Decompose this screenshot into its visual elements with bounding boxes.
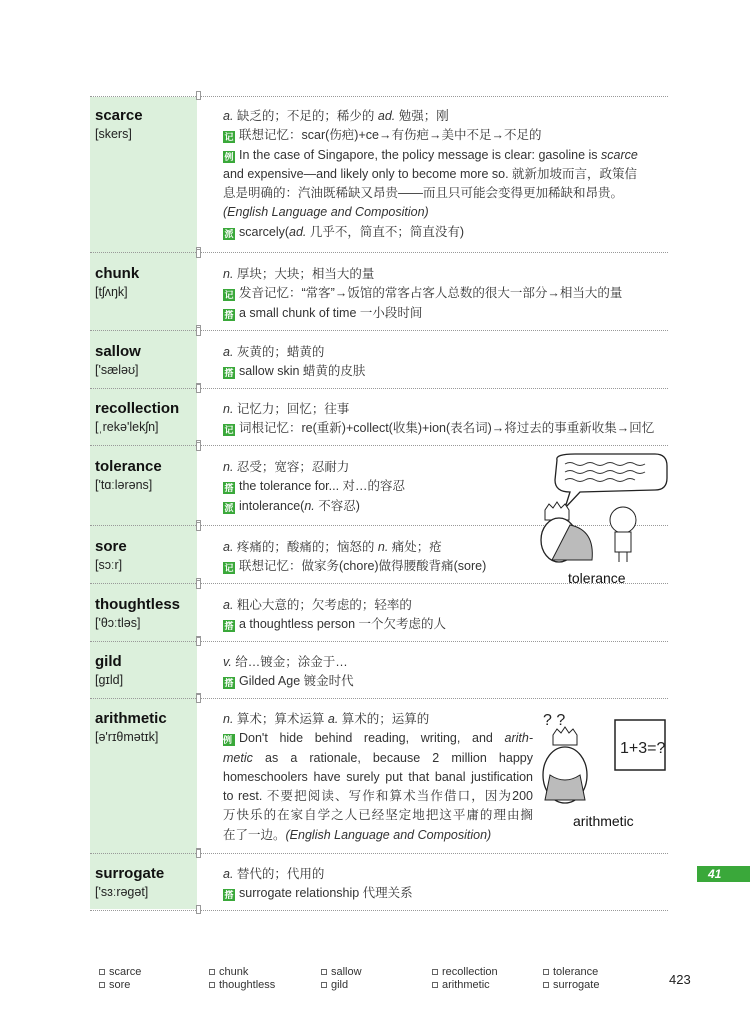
- text-segment: the tolerance for... 对…的容忍: [239, 479, 406, 494]
- tag-icon-记: 记: [224, 290, 234, 301]
- text-line: [223, 203, 668, 222]
- phonetic: ['sɜːrəgət]: [95, 885, 149, 899]
- divider: [90, 698, 668, 699]
- definition-body: [223, 865, 668, 904]
- text-segment: a small chunk of time 一小段时间: [239, 305, 423, 320]
- divider-marker: [196, 849, 201, 858]
- tag-icon-派: 派: [224, 228, 234, 239]
- text-segment: a.: [223, 598, 234, 612]
- text-segment: homeschoolers have surely put that banal justification: [223, 769, 533, 784]
- text-segment: 勉强；刚: [395, 109, 449, 123]
- entry-sallow: [90, 333, 668, 385]
- text-line: [223, 865, 668, 884]
- headword: sore: [95, 538, 127, 555]
- text-segment: metic: [223, 750, 253, 765]
- text-segment: 缺乏的；不足的；稀少的: [233, 109, 378, 123]
- text-segment: to rest. 不要把阅读、写作和算术当作借口，因为200: [223, 789, 533, 804]
- checklist-item[interactable]: [543, 979, 599, 992]
- checkbox[interactable]: [99, 982, 105, 988]
- definition-body: [223, 343, 668, 382]
- divider: [90, 445, 668, 446]
- checklist-label: tolerance: [553, 966, 599, 978]
- headword: recollection: [95, 400, 180, 417]
- text-line: [223, 826, 533, 845]
- text-segment: n.: [223, 460, 234, 474]
- text-segment: ad.: [289, 224, 307, 239]
- checkbox[interactable]: [432, 969, 438, 975]
- text-segment: n.: [377, 540, 389, 554]
- divider: [90, 252, 668, 253]
- entry-gild: [90, 643, 668, 695]
- text-line: [223, 787, 533, 806]
- text-line: [223, 806, 533, 825]
- divider-marker: [196, 580, 201, 589]
- headword: chunk: [95, 265, 140, 282]
- text-segment: 记忆力；回忆；往事: [233, 402, 350, 416]
- checklist-label: recollection: [442, 966, 498, 978]
- tag-icon-记: 记: [224, 563, 234, 574]
- text-line: [223, 362, 668, 381]
- text-line: [223, 615, 668, 634]
- divider-marker: [196, 905, 201, 914]
- text-line: [223, 400, 668, 419]
- headword: gild: [95, 653, 122, 670]
- text-segment: 痛处；疮: [388, 540, 442, 554]
- checklist-label: sore: [109, 979, 131, 991]
- text-segment: as a rationale, because 2 million happy: [252, 750, 533, 765]
- definition-body: [223, 596, 668, 635]
- phonetic: ['tɑːlərəns]: [95, 478, 153, 492]
- text-segment: ad.: [377, 109, 396, 123]
- definition-body: [223, 107, 668, 242]
- text-segment: a.: [223, 867, 234, 881]
- text-segment: 联想记忆：做家务(chore)做得腰酸背痛(sore): [239, 559, 487, 574]
- text-segment: scarcely(: [239, 224, 290, 239]
- tag-icon-搭: 搭: [224, 890, 234, 901]
- phonetic: [ə'rɪθmətɪk]: [95, 730, 159, 744]
- text-line: [223, 768, 533, 787]
- board-text: 1+3=?: [620, 740, 666, 757]
- definition-body: [223, 710, 533, 845]
- text-line: [223, 265, 668, 284]
- text-segment: arith-: [504, 731, 533, 746]
- tag-icon-记: 记: [224, 425, 234, 436]
- checklist-label: arithmetic: [442, 979, 490, 991]
- text-segment: 厚块；大块；相当大的量: [233, 267, 375, 281]
- text-segment: a.: [223, 540, 234, 554]
- text-segment: 粗心大意的；欠考虑的；轻率的: [233, 598, 412, 612]
- headword: scarce: [95, 107, 143, 124]
- tolerance-caption: tolerance: [568, 570, 626, 586]
- divider-marker: [196, 249, 201, 258]
- text-segment: 算术；算术运算: [233, 712, 328, 726]
- arithmetic-caption: arithmetic: [573, 813, 634, 829]
- checklist-label: sallow: [331, 966, 362, 978]
- text-segment: 发音记忆：“常客”→饭馆的常客占客人总数的很大一部分→相当大的量: [239, 286, 623, 301]
- text-segment: 词根记忆：re(重新)+collect(收集)+ion(表名词)→将过去的事重新收集→回忆: [239, 421, 655, 436]
- divider-marker: [196, 694, 201, 703]
- checkbox[interactable]: [543, 969, 549, 975]
- text-segment: sallow skin 蜡黄的皮肤: [239, 364, 366, 379]
- text-segment: (English Language and Composition): [223, 205, 429, 220]
- entry-chunk: [90, 255, 668, 327]
- definition-body: [223, 265, 668, 323]
- text-line: [223, 343, 668, 362]
- text-segment: scarce: [601, 147, 638, 162]
- text-line: [223, 165, 668, 184]
- arithmetic-illustration: [535, 705, 670, 815]
- phonetic: [gɪld]: [95, 673, 124, 687]
- text-segment: 在了一边。: [223, 827, 286, 842]
- text-line: [223, 284, 668, 303]
- phonetic: ['θɔːtləs]: [95, 616, 141, 630]
- definition-body: [223, 653, 668, 692]
- text-line: [223, 107, 668, 126]
- text-segment: n.: [304, 498, 315, 513]
- divider-marker: [196, 442, 201, 451]
- text-segment: (English Language and Composition): [285, 827, 492, 842]
- tag-icon-搭: 搭: [224, 678, 234, 689]
- divider-marker: [196, 327, 201, 336]
- checkbox[interactable]: [432, 982, 438, 988]
- text-line: [223, 710, 533, 729]
- page-number: 423: [669, 972, 691, 987]
- divider-marker: [196, 91, 201, 100]
- text-line: [223, 672, 668, 691]
- text-line: [223, 729, 533, 748]
- tag-icon-派: 派: [224, 502, 234, 513]
- text-line: [223, 749, 533, 768]
- checklist-label: thoughtless: [219, 979, 276, 991]
- text-segment: a thoughtless person 一个欠考虑的人: [239, 617, 447, 632]
- text-segment: Gilded Age 镀金时代: [239, 674, 354, 689]
- checklist-label: chunk: [219, 966, 249, 978]
- text-segment: 息是明确的：汽油既稀缺又昂贵——而且只可能会变得更加稀缺和昂贵。: [223, 186, 624, 201]
- text-segment: v.: [223, 655, 232, 669]
- text-segment: a.: [223, 109, 234, 123]
- text-segment: Don't hide behind reading, writing, and: [239, 731, 505, 746]
- checklist-item[interactable]: [543, 966, 598, 979]
- text-segment: intolerance(: [239, 498, 305, 513]
- text-segment: a.: [327, 712, 339, 726]
- tag-icon-搭: 搭: [224, 483, 234, 494]
- text-segment: a.: [223, 345, 234, 359]
- checkbox[interactable]: [543, 982, 549, 988]
- text-line: [223, 596, 668, 615]
- checkbox[interactable]: [209, 982, 215, 988]
- headword: arithmetic: [95, 710, 167, 727]
- text-segment: 几乎不，简直不；简直没有): [306, 224, 465, 239]
- text-segment: 算术的；运算的: [338, 712, 430, 726]
- divider: [90, 910, 668, 911]
- checklist-item[interactable]: [209, 979, 275, 992]
- text-segment: surrogate relationship 代理关系: [239, 886, 413, 901]
- checkbox[interactable]: [321, 969, 327, 975]
- headword: tolerance: [95, 458, 162, 475]
- checklist-item[interactable]: [209, 966, 248, 979]
- text-segment: and expensive—and likely only to become more so. 就新加坡而言，政策信: [223, 166, 638, 181]
- entry-scarce: [90, 97, 668, 249]
- text-segment: 替代的；代用的: [233, 867, 325, 881]
- phonetic: ['sæləʊ]: [95, 363, 139, 377]
- text-segment: n.: [223, 267, 234, 281]
- tag-icon-例: 例: [224, 151, 234, 162]
- text-segment: In the case of Singapore, the policy message is clear: gasoline is: [239, 147, 602, 162]
- text-segment: n.: [223, 712, 234, 726]
- divider: [90, 388, 668, 389]
- checklist-item[interactable]: [432, 979, 490, 992]
- checklist-item[interactable]: [99, 979, 130, 992]
- headword: surrogate: [95, 865, 165, 882]
- text-line: [223, 884, 668, 903]
- text-line: [223, 653, 668, 672]
- entry-surrogate: [90, 855, 668, 907]
- text-segment: 忍受；宽容；忍耐力: [233, 460, 350, 474]
- checklist-item[interactable]: [321, 979, 348, 992]
- text-segment: n.: [223, 402, 234, 416]
- text-line: [223, 146, 668, 165]
- checkbox[interactable]: [209, 969, 215, 975]
- text-line: [223, 184, 668, 203]
- text-line: [223, 126, 668, 145]
- checklist-label: scarce: [109, 966, 142, 978]
- question-marks: ? ?: [543, 712, 566, 729]
- headword: sallow: [95, 343, 141, 360]
- divider-marker: [196, 637, 201, 646]
- divider: [90, 641, 668, 642]
- text-segment: 不容忍): [314, 498, 360, 513]
- text-segment: 疼痛的；酸痛的；恼怒的: [233, 540, 378, 554]
- text-segment: 灰黄的；蜡黄的: [233, 345, 325, 359]
- checklist-item[interactable]: [99, 966, 141, 979]
- checklist-label: surrogate: [553, 979, 600, 991]
- text-line: [223, 419, 668, 438]
- checklist-item[interactable]: [321, 966, 362, 979]
- definition-body: [223, 400, 668, 439]
- tolerance-illustration: [535, 450, 675, 565]
- phonetic: [ˌrekə'lekʃn]: [95, 420, 159, 434]
- text-segment: 给…镀金；涂金于…: [231, 655, 348, 669]
- entry-thoughtless: [90, 586, 668, 638]
- text-line: [223, 304, 668, 323]
- tag-icon-搭: 搭: [224, 309, 234, 320]
- checklist-label: gild: [331, 979, 349, 991]
- tag-icon-搭: 搭: [224, 621, 234, 632]
- checkbox[interactable]: [99, 969, 105, 975]
- tag-icon-记: 记: [224, 132, 234, 143]
- phonetic: [tʃʌŋk]: [95, 285, 128, 299]
- tag-icon-例: 例: [223, 734, 235, 746]
- divider: [90, 330, 668, 331]
- checklist-item[interactable]: [432, 966, 498, 979]
- divider-marker: [196, 384, 201, 393]
- divider-marker: [196, 522, 201, 531]
- divider: [90, 853, 668, 854]
- entry-recollection: [90, 390, 668, 442]
- checkbox[interactable]: [321, 982, 327, 988]
- text-line: [223, 223, 668, 242]
- headword: thoughtless: [95, 596, 180, 613]
- text-segment: 万快乐的在家自学之人已经坚定地把这平庸的理由搁: [223, 808, 533, 823]
- text-segment: 联想记忆：scar(伤疤)+ce→有伤疤→美中不足→不足的: [239, 128, 542, 143]
- unit-tab: 41: [697, 866, 750, 882]
- tag-icon-搭: 搭: [224, 368, 234, 379]
- phonetic: [skers]: [95, 127, 132, 141]
- phonetic: [sɔːr]: [95, 558, 123, 572]
